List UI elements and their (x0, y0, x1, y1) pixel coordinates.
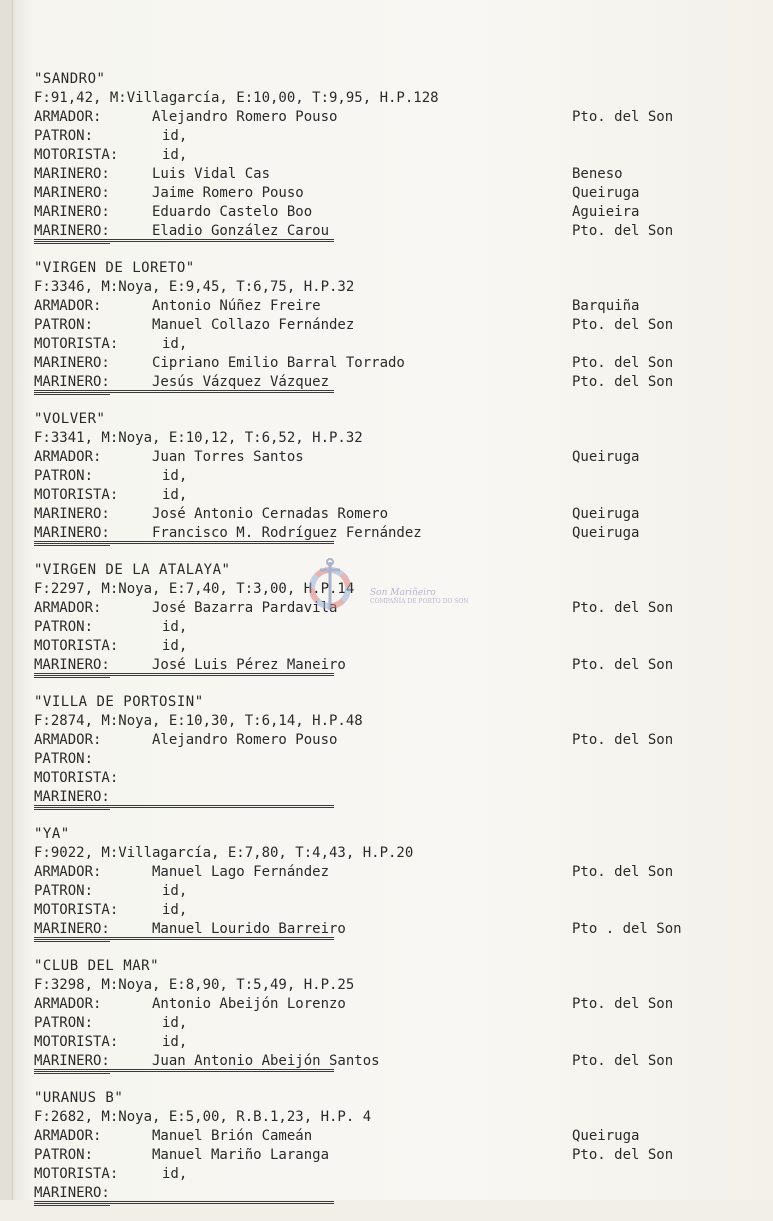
crew-row (34, 1033, 714, 1052)
crew-row (34, 995, 714, 1014)
crew-row (34, 335, 714, 354)
seal-line-1: Son Mariñeiro (370, 588, 436, 598)
crew-role: MOTORISTA: (34, 1166, 119, 1182)
crew-row (34, 184, 714, 203)
crew-row (34, 127, 714, 146)
crew-person: id, (162, 1166, 188, 1182)
crew-row (34, 1014, 714, 1033)
crew-place: Queiruga (572, 506, 640, 522)
crew-role: ARMADOR: (34, 449, 102, 465)
crew-person: id, (162, 883, 188, 899)
crew-person: id, (162, 638, 188, 654)
crew-place: Pto. del Son (572, 109, 674, 125)
vessel-name: "VIRGEN DE LA ATALAYA" (34, 562, 231, 578)
crew-person: Eladio González Carou (152, 223, 330, 239)
crew-row (34, 731, 714, 750)
crew-person: Jaime Romero Pouso (152, 185, 304, 201)
crew-role: PATRON: (34, 128, 94, 144)
crew-place: Pto. del Son (572, 864, 674, 880)
anchor-lifebuoy-icon (300, 556, 360, 616)
crew-row (34, 863, 714, 882)
crew-role: ARMADOR: (34, 600, 102, 616)
crew-person: id, (162, 619, 188, 635)
crew-role: MARINERO: (34, 1184, 110, 1206)
crew-role: MOTORISTA: (34, 1034, 119, 1050)
crew-role: PATRON: (34, 317, 94, 333)
crew-row (34, 1127, 714, 1146)
vessel-name: "VIRGEN DE LORETO" (34, 260, 195, 276)
crew-role: ARMADOR: (34, 732, 102, 748)
crew-person: Luis Vidal Cas (152, 166, 271, 182)
crew-role: MARINERO: (34, 166, 110, 182)
crew-role: MOTORISTA: (34, 902, 119, 918)
crew-person: Manuel Lago Fernández (152, 864, 330, 880)
crew-person: id, (162, 147, 188, 163)
crew-person: id, (162, 487, 188, 503)
crew-role: ARMADOR: (34, 996, 102, 1012)
crew-row (34, 486, 714, 505)
crew-row (34, 656, 714, 675)
crew-row (34, 505, 714, 524)
crew-role: ARMADOR: (34, 1128, 102, 1144)
crew-row (34, 637, 714, 656)
crew-role: MARINERO: (34, 506, 110, 522)
crew-place: Aguieira (572, 204, 640, 220)
crew-role: MARINERO: (34, 788, 110, 810)
crew-row (34, 769, 714, 788)
crew-role: MOTORISTA: (34, 770, 119, 786)
vessel-entry (34, 1089, 714, 1204)
vessel-specs: F:2297, M:Noya, E:7,40, T:3,00, H.P.14 (34, 581, 355, 597)
crew-place: Pto. del Son (572, 732, 674, 748)
crew-row (34, 203, 714, 222)
vessel-entry (34, 957, 714, 1072)
crew-row (34, 1146, 714, 1165)
crew-row (34, 750, 714, 769)
crew-place: Queiruga (572, 1128, 640, 1144)
crew-person: Cipriano Emilio Barral Torrado (152, 355, 405, 371)
crew-role: MARINERO: (34, 524, 110, 546)
vessel-entry (34, 70, 714, 242)
vessel-name: "CLUB DEL MAR" (34, 958, 160, 974)
crew-place: Pto. del Son (572, 600, 674, 616)
crew-place: Pto. del Son (572, 355, 674, 371)
crew-person: José Antonio Cernadas Romero (152, 506, 389, 522)
vessel-entry (34, 259, 714, 393)
vessel-entry (34, 410, 714, 544)
vessel-specs: F:2874, M:Noya, E:10,30, T:6,14, H.P.48 (34, 713, 363, 729)
vessel-name: "VILLA DE PORTOSIN" (34, 694, 204, 710)
crew-person: Manuel Mariño Laranga (152, 1147, 330, 1163)
seal-line-2: COMPAÑÍA DE PORTO DO SON (370, 598, 469, 605)
crew-row (34, 920, 714, 939)
crew-person: Antonio Abeijón Lorenzo (152, 996, 346, 1012)
crew-role: MARINERO: (34, 355, 110, 371)
crew-role: ARMADOR: (34, 864, 102, 880)
crew-place: Pto. del Son (572, 657, 674, 673)
crew-person: Eduardo Castelo Boo (152, 204, 313, 220)
crew-register (34, 70, 714, 1221)
crew-role: MARINERO: (34, 1052, 110, 1074)
crew-role: PATRON: (34, 468, 94, 484)
crew-role: PATRON: (34, 883, 94, 899)
crew-person: Manuel Brión Cameán (152, 1128, 313, 1144)
crew-place: Queiruga (572, 185, 640, 201)
crew-row (34, 354, 714, 373)
vessel-name: "SANDRO" (34, 71, 106, 87)
crew-person: Manuel Lourido Barreiro (152, 921, 346, 937)
crew-person: Juan Antonio Abeijón Santos (152, 1053, 380, 1069)
vessel-specs: F:3346, M:Noya, E:9,45, T:6,75, H.P.32 (34, 279, 355, 295)
crew-role: MOTORISTA: (34, 487, 119, 503)
crew-person: id, (162, 468, 188, 484)
crew-role: MARINERO: (34, 656, 110, 678)
vessel-specs: F:3341, M:Noya, E:10,12, T:6,52, H.P.32 (34, 430, 363, 446)
vessel-name: "VOLVER" (34, 411, 106, 427)
crew-person: id, (162, 336, 188, 352)
crew-place: Pto . del Son (572, 921, 682, 937)
crew-role: MARINERO: (34, 373, 110, 395)
crew-person: Manuel Collazo Fernández (152, 317, 355, 333)
crew-place: Beneso (572, 166, 623, 182)
vessel-name: "YA" (34, 826, 70, 842)
vessel-name: "URANUS B" (34, 1090, 124, 1106)
crew-row (34, 316, 714, 335)
crew-row (34, 1184, 714, 1203)
crew-person: Alejandro Romero Pouso (152, 109, 338, 125)
vessel-entry (34, 825, 714, 940)
crew-place: Pto. del Son (572, 996, 674, 1012)
crew-place: Pto. del Son (572, 1053, 674, 1069)
crew-role: MARINERO: (34, 222, 110, 244)
crew-role: MARINERO: (34, 204, 110, 220)
crew-role: MOTORISTA: (34, 147, 119, 163)
vessel-specs: F:3298, M:Noya, E:8,90, T:5,49, H.P.25 (34, 977, 355, 993)
crew-person: id, (162, 902, 188, 918)
crew-row (34, 448, 714, 467)
crew-place: Queiruga (572, 449, 640, 465)
crew-person: Jesús Vázquez Vázquez (152, 374, 330, 390)
crew-place: Barquiña (572, 298, 640, 314)
crew-row (34, 901, 714, 920)
crew-person: id, (162, 128, 188, 144)
vessel-entry (34, 693, 714, 808)
crew-person: Juan Torres Santos (152, 449, 304, 465)
crew-place: Pto. del Son (572, 223, 674, 239)
crew-role: PATRON: (34, 1147, 94, 1163)
crew-row (34, 373, 714, 392)
crew-role: MOTORISTA: (34, 638, 119, 654)
crew-role: PATRON: (34, 619, 94, 635)
crew-row (34, 788, 714, 807)
crew-role: ARMADOR: (34, 298, 102, 314)
crew-place: Pto. del Son (572, 1147, 674, 1163)
crew-row (34, 1165, 714, 1184)
crew-role: PATRON: (34, 1015, 94, 1031)
crew-place: Pto. del Son (572, 374, 674, 390)
crew-role: MARINERO: (34, 920, 110, 942)
page-binding-edge (0, 0, 13, 1200)
crew-row (34, 524, 714, 543)
seal-text (370, 588, 469, 605)
crew-person: Antonio Núñez Freire (152, 298, 321, 314)
crew-row (34, 108, 714, 127)
crew-role: PATRON: (34, 751, 94, 767)
crew-row (34, 1052, 714, 1071)
crew-row (34, 297, 714, 316)
crew-person: Francisco M. Rodríguez Fernández (152, 525, 422, 541)
crew-row (34, 222, 714, 241)
crew-role: ARMADOR: (34, 109, 102, 125)
crew-row (34, 467, 714, 486)
vessel-specs: F:91,42, M:Villagarcía, E:10,00, T:9,95, H.P.128 (34, 90, 439, 106)
crew-person: José Bazarra Pardavila (152, 600, 338, 616)
crew-row (34, 618, 714, 637)
crew-person: Alejandro Romero Pouso (152, 732, 338, 748)
crew-place: Queiruga (572, 525, 640, 541)
archive-watermark-seal (300, 556, 470, 616)
vessel-specs: F:9022, M:Villagarcía, E:7,80, T:4,43, H.P.20 (34, 845, 414, 861)
crew-role: MARINERO: (34, 185, 110, 201)
crew-place: Pto. del Son (572, 317, 674, 333)
vessel-specs: F:2682, M:Noya, E:5,00, R.B.1,23, H.P. 4 (34, 1109, 372, 1125)
crew-person: id, (162, 1015, 188, 1031)
crew-row (34, 882, 714, 901)
crew-row (34, 165, 714, 184)
crew-row (34, 146, 714, 165)
crew-person: José Luis Pérez Maneiro (152, 657, 346, 673)
crew-role: MOTORISTA: (34, 336, 119, 352)
crew-person: id, (162, 1034, 188, 1050)
